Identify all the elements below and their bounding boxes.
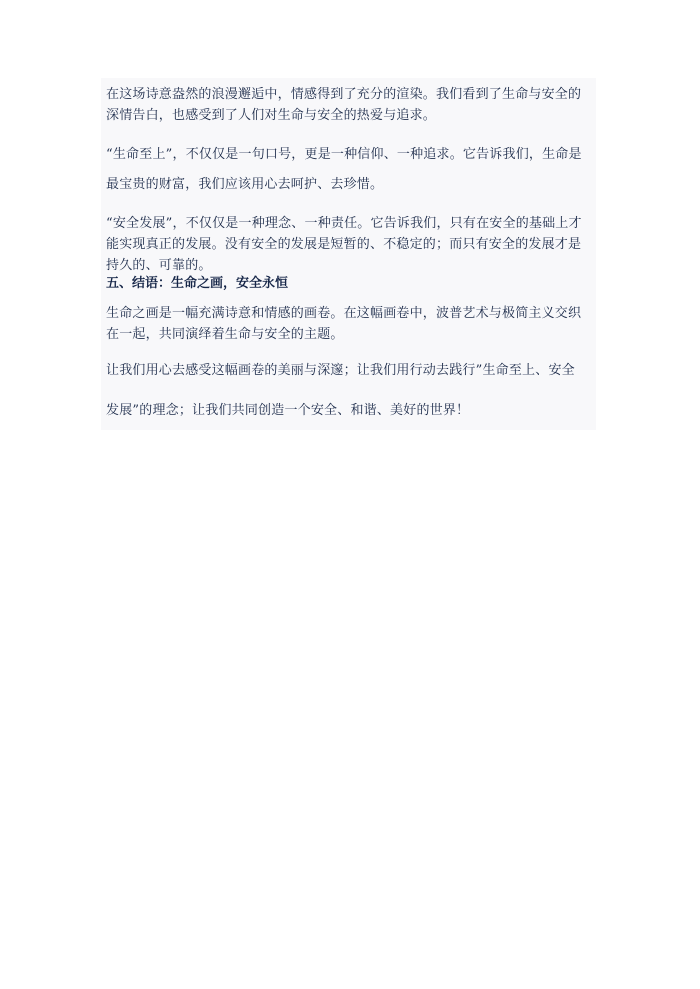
paragraph-line: “安全发展”，不仅仅是一种理念、一种责任。它告诉我们，只有在安全的基础上才	[106, 216, 582, 231]
document-content	[101, 78, 596, 430]
paragraph-safe-development	[106, 213, 594, 276]
paragraph-painting-of-life	[106, 303, 594, 345]
paragraph-call-to-action	[106, 360, 594, 440]
paragraph-line: 让我们用心去感受这幅画卷的美丽与深邃；让我们用行动去践行”生命至上、安全	[106, 363, 575, 378]
paragraph-line: 最宝贵的财富，我们应该用心去呵护、去珍惜。	[106, 177, 384, 192]
paragraph-line: “生命至上”，不仅仅是一句口号，更是一种信仰、一种追求。它告诉我们，生命是	[106, 147, 582, 162]
paragraph-line: 在一起，共同演绎着生命与安全的主题。	[106, 327, 344, 342]
paragraph-line: 深情告白，也感受到了人们对生命与安全的热爱与追求。	[106, 108, 437, 123]
paragraph-line: 生命之画是一幅充满诗意和情感的画卷。在这幅画卷中，波普艺术与极简主义交织	[106, 306, 582, 321]
paragraph-line: 能实现真正的发展。没有安全的发展是短暂的、不稳定的；而只有安全的发展才是	[106, 237, 582, 252]
paragraph-life-first	[106, 144, 594, 204]
paragraph-line: 在这场诗意盎然的浪漫邂逅中，情感得到了充分的渲染。我们看到了生命与安全的	[106, 87, 582, 102]
paragraph-romantic-encounter	[106, 84, 594, 126]
section-heading: 五、结语：生命之画，安全永恒	[106, 276, 289, 291]
paragraph-line: 持久的、可靠的。	[106, 258, 212, 273]
paragraph-line: 发展”的理念；让我们共同创造一个安全、和谐、美好的世界！	[106, 403, 470, 418]
